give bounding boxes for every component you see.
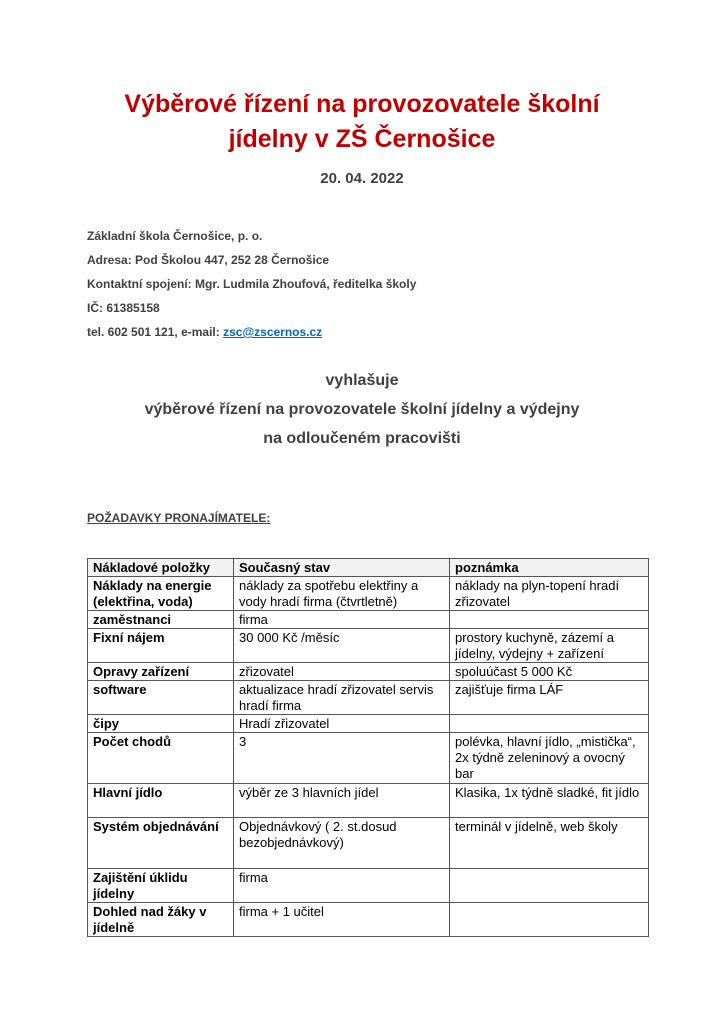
email-link[interactable]: zsc@zscernos.cz <box>223 325 323 339</box>
table-row <box>88 715 649 733</box>
cell: Dohled nad žáky v jídelně <box>88 903 234 937</box>
announce-line-2: výběrové řízení na provozovatele školní jídelny a výdejny <box>144 401 580 418</box>
cell: Objednávkový ( 2. st.dosud bezobjednávkový) <box>234 818 450 869</box>
cell: 30 000 Kč /měsíc <box>234 629 450 663</box>
table-row <box>88 681 649 715</box>
cell: firma <box>234 611 450 629</box>
cell <box>450 869 649 903</box>
phone: tel. 602 501 121, e-mail: <box>87 325 224 339</box>
cell: spoluúčast 5 000 Kč <box>450 663 649 681</box>
cell: software <box>88 681 234 715</box>
cell: aktualizace hradí zřizovatel servis hradí firma <box>234 681 450 715</box>
cell: firma + 1 učitel <box>234 903 450 937</box>
cell: Systém objednávání <box>88 818 234 869</box>
table-row <box>88 611 649 629</box>
table-header-row <box>88 559 649 577</box>
header-cell: Současný stav <box>234 559 450 577</box>
requirements-table <box>87 558 649 937</box>
cell: Klasika, 1x týdně sladké, fit jídlo <box>450 784 649 818</box>
cell: terminál v jídelně, web školy <box>450 818 649 869</box>
table-row <box>88 818 649 869</box>
requirements-heading: POŽADAVKY PRONAJÍMATELE: <box>87 511 271 525</box>
title-line-2: jídelny v ZŠ Černošice <box>228 125 496 153</box>
table-row <box>88 869 649 903</box>
address: Adresa: Pod Školou 447, 252 28 Černošice <box>87 253 330 267</box>
cell: zřizovatel <box>234 663 450 681</box>
announce-line-1: vyhlašuje <box>325 372 399 389</box>
contact: Kontaktní spojení: Mgr. Ludmila Zhoufová, ředitelka školy <box>87 277 417 291</box>
cell <box>450 611 649 629</box>
cell: náklady na plyn-topení hradí zřizovatel <box>450 577 649 611</box>
cell: Opravy zařízení <box>88 663 234 681</box>
cell: Hlavní jídlo <box>88 784 234 818</box>
table-row <box>88 629 649 663</box>
cell: náklady za spotřebu elektřiny a vody hradí firma (čtvrtletně) <box>234 577 450 611</box>
phone-email <box>87 325 322 339</box>
announce-line-3: na odloučeném pracovišti <box>263 430 461 447</box>
cell: Zajištění úklidu jídelny <box>88 869 234 903</box>
cell: Náklady na energie (elektřina, voda) <box>88 577 234 611</box>
title-line-1: Výběrové řízení na provozovatele školní <box>124 90 600 118</box>
cell: výběr ze 3 hlavních jídel <box>234 784 450 818</box>
date: 20. 04. 2022 <box>320 170 404 187</box>
cell <box>450 715 649 733</box>
header-cell: Nákladové položky <box>88 559 234 577</box>
cell: prostory kuchyně, zázemí a jídelny, výdejny + zařízení <box>450 629 649 663</box>
header-cell: poznámka <box>450 559 649 577</box>
cell: zaměstnanci <box>88 611 234 629</box>
table-row <box>88 577 649 611</box>
cell: zajišťuje firma LÁF <box>450 681 649 715</box>
table-row <box>88 663 649 681</box>
cell: 3 <box>234 733 450 784</box>
table-row <box>88 733 649 784</box>
table-row <box>88 784 649 818</box>
cell: firma <box>234 869 450 903</box>
cell: Hradí zřizovatel <box>234 715 450 733</box>
ic: IČ: 61385158 <box>87 301 160 315</box>
cell: Fixní nájem <box>88 629 234 663</box>
cell: Počet chodů <box>88 733 234 784</box>
cell <box>450 903 649 937</box>
cell: polévka, hlavní jídlo, „mistička“, 2x týdně zeleninový a ovocný bar <box>450 733 649 784</box>
table-row <box>88 903 649 937</box>
school-name: Základní škola Černošice, p. o. <box>87 229 263 243</box>
cell: čipy <box>88 715 234 733</box>
